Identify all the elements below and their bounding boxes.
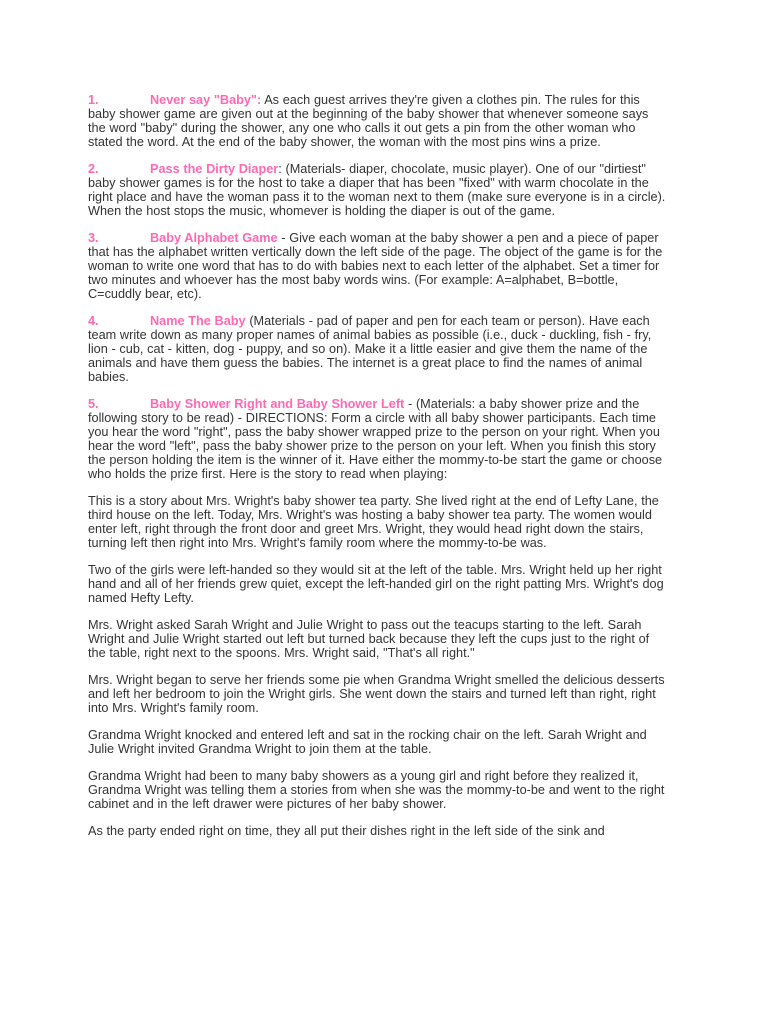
item-5-body: - (Materials: a baby shower prize and the following story to be read) - DIRECTIONS: Form a circle with all baby shower participants. Each time you hear the word "right", pass the baby shower wrapped prize to the person on your right. When you hear the word "left", pass the baby shower prize to the person on your left. When you finish this story the person holding the item is the winner of it. Have either the mommy-to-be start the game or choose who holds the prize first. Here is the story to read when playing:	[88, 397, 663, 481]
item-4-title: Name The Baby	[150, 314, 246, 328]
item-1-body: As each guest arrives they're given a clothes pin. The rules for this baby shower game are given out at the beginning of the baby shower that whenever someone says the word "baby" during the shower, any one who calls it out gets a pin from the other woman who stated the word. At the end of the baby shower, the woman with the most pins wins a prize.	[88, 93, 649, 149]
story-paragraph-7: As the party ended right on time, they all put their dishes right in the left side of the sink and	[88, 824, 605, 838]
item-4-number: 4.	[88, 314, 99, 328]
item-5-title: Baby Shower Right and Baby Shower Left	[150, 397, 405, 411]
item-3-title: Baby Alphabet Game	[150, 231, 278, 245]
item-3-body: - Give each woman at the baby shower a pen and a piece of paper that has the alphabet written vertically down the left side of the page. The object of the game is for the woman to write one word that has to do with babies next to each letter of the alphabet. Set a timer for two minutes and whoever has the most baby words wins. (For example: A=alphabet, B=bottle, C=cuddly bear, etc).	[88, 231, 663, 301]
story-paragraph-4: Mrs. Wright began to serve her friends some pie when Grandma Wright smelled the delicious desserts and left her bedroom to join the Wright girls. She went down the stairs and turned left than right, right into Mrs. Wright's family room.	[88, 673, 665, 715]
game-item-5	[88, 397, 666, 481]
story-paragraph-3: Mrs. Wright asked Sarah Wright and Julie Wright to pass out the teacups starting to the left. Sarah Wright and Julie Wright started out left but turned back because they left the cups just to the right of the table, right next to the spoons. Mrs. Wright said, "That's all right."	[88, 618, 650, 660]
item-2-title: Pass the Dirty Diaper	[150, 162, 279, 176]
story-paragraph-5: Grandma Wright knocked and entered left and sat in the rocking chair on the left. Sarah Wright and Julie Wright invited Grandma Wright to join them at the table.	[88, 728, 647, 756]
game-item-3	[88, 231, 666, 301]
item-1-number: 1.	[88, 93, 99, 107]
item-3-number: 3.	[88, 231, 99, 245]
item-2-number: 2.	[88, 162, 99, 176]
item-2-body: : (Materials- diaper, chocolate, music player). One of our "dirtiest" baby shower games is for the host to take a diaper that has been "fixed" with warm chocolate in the right place and have the woman pass it to the woman next to them (make sure everyone is in a circle). When the host stops the music, whomever is holding the diaper is out of the game.	[88, 162, 666, 218]
document-content	[88, 93, 666, 838]
game-item-4	[88, 314, 666, 384]
game-item-1	[88, 93, 666, 149]
story-paragraph-2: Two of the girls were left-handed so they would sit at the left of the table. Mrs. Wright held up her right hand and all of her friends grew quiet, except the left-handed girl on the right patting Mrs. Wright's dog named Hefty Lefty.	[88, 563, 664, 605]
item-4-body: (Materials - pad of paper and pen for each team or person). Have each team write down as many proper names of animal babies as possible (i.e., duck - duckling, fish - fry, lion - cub, cat - kitten, dog - puppy, and so on). Make it a little easier and give them the name of the animals and have them guess the babies. The internet is a great place to find the names of animal babies.	[88, 314, 652, 384]
game-item-2	[88, 162, 666, 218]
story-paragraph-1: This is a story about Mrs. Wright's baby shower tea party. She lived right at the end of Lefty Lane, the third house on the left. Today, Mrs. Wright's was hosting a baby shower tea party. The women would enter left, right through the front door and greet Mrs. Wright, they would head right down the stairs, turning left then right into Mrs. Wright's family room where the mommy-to-be was.	[88, 494, 659, 550]
item-5-number: 5.	[88, 397, 99, 411]
item-1-title: Never say "Baby":	[150, 93, 262, 107]
story-paragraph-6: Grandma Wright had been to many baby showers as a young girl and right before they realized it, Grandma Wright was telling them a stories from when she was the mommy-to-be and went to the right cabinet and in the left drawer were pictures of her baby shower.	[88, 769, 665, 811]
